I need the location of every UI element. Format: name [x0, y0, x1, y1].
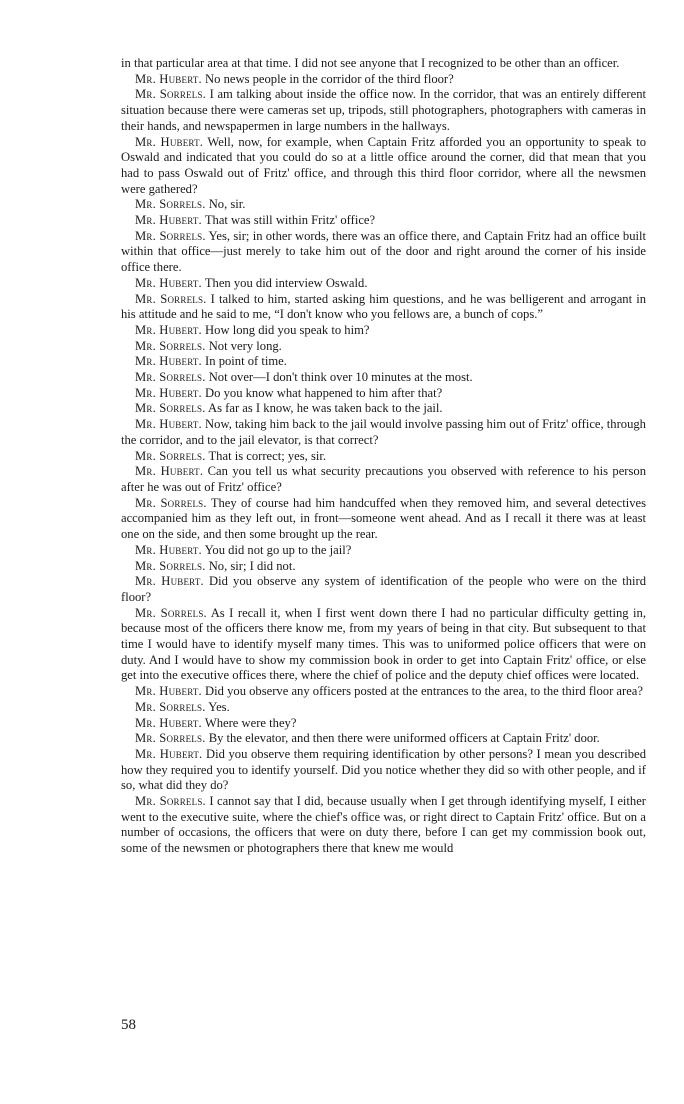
paragraph — [121, 606, 646, 685]
paragraph-text: Now, taking him back to the jail would involve passing him out of Fritz' office, through the corridor, and to the jail elevator, is that correct? — [121, 417, 646, 447]
speaker-name: Mr. Sorrels. — [135, 558, 206, 573]
paragraph-text: I talked to him, started asking him questions, and he was belligerent and arrogant in his attitude and he said to me, “I don't know who you fellows are, a bunch of cops.” — [121, 291, 646, 322]
speaker-name: Mr. Hubert. — [135, 464, 204, 479]
paragraph-text: In point of time. — [201, 354, 287, 369]
speaker-name: Mr. Hubert. — [135, 542, 202, 557]
speaker-name: Mr. Hubert. — [135, 385, 202, 400]
paragraph-text: You did not go up to the jail? — [201, 542, 352, 557]
speaker-name: Mr. Hubert. — [135, 71, 202, 86]
speaker-name: Mr. Sorrels. — [135, 731, 206, 746]
paragraph-text: As far as I know, he was taken back to the jail. — [205, 401, 443, 416]
paragraph-text: Yes. — [205, 699, 230, 714]
paragraph-text: No news people in the corridor of the third floor? — [201, 71, 454, 86]
paragraph — [121, 543, 646, 559]
paragraph-text: Can you tell us what security precautions you observed with reference to his person after he was out of Fritz' office? — [121, 464, 646, 494]
paragraph-text: Did you observe any system of identification of the people who were on the third floor? — [121, 574, 646, 604]
testimony-text — [121, 56, 646, 857]
speaker-name: Mr. Sorrels. — [135, 495, 207, 510]
speaker-name: Mr. Hubert. — [135, 213, 202, 228]
speaker-name: Mr. Sorrels. — [135, 370, 206, 385]
speaker-name: Mr. Sorrels. — [135, 197, 206, 212]
paragraph — [121, 449, 646, 465]
paragraph — [121, 386, 646, 402]
speaker-name: Mr. Hubert. — [135, 417, 202, 432]
speaker-name: Mr. Hubert. — [135, 275, 202, 290]
speaker-name: Mr. Hubert. — [135, 134, 204, 149]
paragraph — [121, 229, 646, 276]
speaker-name: Mr. Sorrels. — [135, 228, 206, 243]
speaker-name: Mr. Hubert. — [135, 746, 203, 761]
paragraph-text: By the elevator, and then there were uniformed officers at Captain Fritz' door. — [205, 731, 600, 746]
speaker-name: Mr. Sorrels. — [135, 291, 207, 306]
speaker-name: Mr. Sorrels. — [135, 87, 207, 102]
speaker-name: Mr. Sorrels. — [135, 605, 207, 620]
paragraph-text: Did you observe any officers posted at the entrances to the area, to the third floor area? — [201, 684, 643, 699]
paragraph-text: Not over—I don't think over 10 minutes at the most. — [205, 370, 473, 385]
paragraph-text: Do you know what happened to him after that? — [201, 385, 443, 400]
paragraph — [121, 559, 646, 575]
paragraph — [121, 794, 646, 857]
paragraph — [121, 87, 646, 134]
speaker-name: Mr. Sorrels. — [135, 794, 206, 809]
paragraph-text: As I recall it, when I first went down there I had no particular difficulty getting in, because most of the officers there know me, from my years of being in that city. But subsequent to that time I would have to identify myself many times. This was to uniformed police officers that were on duty. And I would have to show my commission book in order to get into Captain Fritz' office, or else get into the executive offices there, where the chief of police and the deputy chief offices were located. — [121, 605, 647, 683]
paragraph — [121, 417, 646, 448]
paragraph-text: Where were they? — [201, 715, 297, 730]
paragraph-text: Yes, sir; in other words, there was an office there, and Captain Fritz had an office built within that office—just merely to take him out of the door and right around the corner of his inside office there. — [121, 228, 646, 275]
speaker-name: Mr. Sorrels. — [135, 448, 206, 463]
paragraph — [121, 323, 646, 339]
paragraph — [121, 213, 646, 229]
paragraph — [121, 292, 646, 323]
paragraph-text: Not very long. — [205, 338, 282, 353]
paragraph — [121, 370, 646, 386]
paragraph — [121, 496, 646, 543]
speaker-name: Mr. Sorrels. — [135, 401, 206, 416]
speaker-name: Mr. Hubert. — [135, 574, 204, 589]
speaker-name: Mr. Sorrels. — [135, 699, 206, 714]
paragraph — [121, 574, 646, 605]
paragraph — [121, 684, 646, 700]
paragraph — [121, 354, 646, 370]
page-number: 58 — [121, 1017, 136, 1033]
speaker-name: Mr. Hubert. — [135, 715, 202, 730]
paragraph — [121, 401, 646, 417]
speaker-name: Mr. Hubert. — [135, 354, 202, 369]
paragraph-text: Then you did interview Oswald. — [201, 275, 368, 290]
paragraph — [121, 700, 646, 716]
paragraph-text: No, sir; I did not. — [205, 558, 296, 573]
paragraph-text: I cannot say that I did, because usually when I get through identifying myself, I either went to the executive suite, where the chief's office was, or right direct to Captain Fritz' office. But on a number of occasions, the officers that were on duty there, before I can get my commission book out, some of the newsmen or photographers there that knew me would — [121, 794, 646, 856]
paragraph — [121, 747, 646, 794]
paragraph — [121, 339, 646, 355]
paragraph — [121, 135, 646, 198]
speaker-name: Mr. Sorrels. — [135, 338, 206, 353]
paragraph — [121, 731, 646, 747]
paragraph-text: Did you observe them requiring identification by other persons? I mean you described how they required you to identify yourself. Did you notice whether they did so with other people, and if so, what did they do? — [121, 746, 646, 793]
speaker-name: Mr. Hubert. — [135, 684, 202, 699]
paragraph — [121, 197, 646, 213]
paragraph-text: I am talking about inside the office now. In the corridor, that was an entirely different situation because there were cameras set up, tripods, still photographers, photographers with cameras in their hands, and newspapermen in large numbers in the hallways. — [121, 87, 647, 133]
speaker-name: Mr. Hubert. — [135, 322, 202, 337]
paragraph — [121, 72, 646, 88]
paragraph-text: They of course had him handcuffed when they removed him, and several detectives accompanied him as they left out, in front—someone went ahead. And as I recall it there was at least one on the side, and then some brought up the rear. — [121, 495, 646, 542]
paragraph — [121, 56, 646, 72]
paragraph — [121, 716, 646, 732]
paragraph — [121, 276, 646, 292]
paragraph-text: How long did you speak to him? — [201, 322, 370, 337]
paragraph-text: Well, now, for example, when Captain Fritz afforded you an opportunity to speak to Oswald and indicated that you could do so at a little office around the corner, did that mean that you had to pass Oswald out of Fritz' office, and through this third floor corridor, where all the newsmen were gathered? — [121, 134, 646, 196]
paragraph — [121, 464, 646, 495]
paragraph-text: in that particular area at that time. I did not see anyone that I recognized to be other than an officer. — [121, 56, 620, 70]
paragraph-text: No, sir. — [205, 197, 246, 212]
paragraph-text: That is correct; yes, sir. — [205, 448, 326, 463]
paragraph-text: That was still within Fritz' office? — [201, 213, 376, 228]
